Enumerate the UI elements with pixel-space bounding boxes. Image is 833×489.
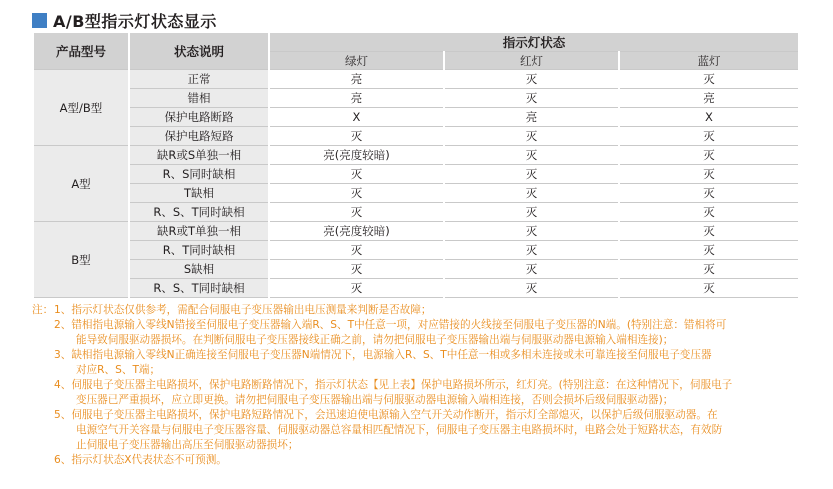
table-row bbox=[33, 222, 798, 241]
table-row bbox=[33, 70, 798, 89]
green-light-cell: X bbox=[269, 108, 444, 127]
note-spacer bbox=[32, 408, 54, 423]
green-light-cell: 灭 bbox=[269, 184, 444, 203]
note-text: 5、伺服电子变压器主电路损坏，保护电路短路情况下，会迅速迫使电源输入空气开关动作断开，指示灯全部熄灭，以保护后级伺服驱动器。在 bbox=[54, 409, 718, 421]
red-light-cell: 灭 bbox=[444, 260, 619, 279]
section-title-text: A/B型指示灯状态显示 bbox=[53, 11, 217, 31]
green-light-cell: 亮(亮度较暗) bbox=[269, 222, 444, 241]
blue-light-cell: 灭 bbox=[619, 279, 798, 298]
green-light-cell: 灭 bbox=[269, 203, 444, 222]
table-row bbox=[33, 184, 798, 203]
green-light-cell: 亮 bbox=[269, 89, 444, 108]
header-model: 产品型号 bbox=[33, 33, 129, 70]
red-light-cell: 灭 bbox=[444, 279, 619, 298]
table-row bbox=[33, 165, 798, 184]
note-spacer bbox=[32, 318, 54, 333]
table-row bbox=[33, 89, 798, 108]
red-light-cell: 灭 bbox=[444, 89, 619, 108]
blue-light-cell: 灭 bbox=[619, 222, 798, 241]
blue-light-cell: X bbox=[619, 108, 798, 127]
note-line bbox=[32, 453, 802, 468]
green-light-cell: 亮 bbox=[269, 70, 444, 89]
notes-lead: 注： bbox=[32, 304, 54, 316]
notes-section bbox=[32, 303, 802, 468]
note-spacer bbox=[32, 378, 54, 393]
note-line bbox=[32, 363, 802, 378]
status-description-cell: 正常 bbox=[129, 70, 269, 89]
note-text: 电源空气开关容量与伺服电子变压器容量、伺服驱动器总容量相匹配情况下，伺服电子变压器主电路损坏时，电路会处于短路状态，有效防 bbox=[76, 424, 723, 436]
status-description-cell: 错相 bbox=[129, 89, 269, 108]
blue-light-cell: 灭 bbox=[619, 203, 798, 222]
note-text: 对应R、S、T端； bbox=[76, 364, 161, 376]
red-light-cell: 灭 bbox=[444, 184, 619, 203]
note-text: 4、伺服电子变压器主电路损坏，保护电路断路情况下，指示灯状态【见上表】保护电路损坏所示，红灯亮。(特别注意：在这种情况下，伺服电子 bbox=[54, 379, 733, 391]
header-indicator-status: 指示灯状态 bbox=[269, 33, 798, 52]
note-line bbox=[32, 393, 802, 408]
red-light-cell: 灭 bbox=[444, 165, 619, 184]
note-text: 1、指示灯状态仅供参考，需配合伺服电子变压器输出电压测量来判断是否故障； bbox=[54, 304, 432, 316]
note-spacer bbox=[32, 393, 54, 408]
green-light-cell: 灭 bbox=[269, 260, 444, 279]
header-green-light: 绿灯 bbox=[269, 52, 444, 70]
note-spacer bbox=[32, 453, 54, 468]
model-cell: A型/B型 bbox=[33, 70, 129, 146]
green-light-cell: 灭 bbox=[269, 165, 444, 184]
status-description-cell: 保护电路短路 bbox=[129, 127, 269, 146]
note-text: 止伺服电子变压器输出高压至伺服驱动器损坏； bbox=[76, 439, 299, 451]
table-body bbox=[33, 70, 798, 298]
note-text: 3、缺相指电源输入零线N正确连接至伺服电子变压器N端情况下，电源输入R、S、T中任意一相或多相未连接或未可靠连接至伺服电子变压器 bbox=[54, 349, 712, 361]
red-light-cell: 灭 bbox=[444, 127, 619, 146]
status-description-cell: R、T同时缺相 bbox=[129, 241, 269, 260]
red-light-cell: 灭 bbox=[444, 146, 619, 165]
note-line bbox=[32, 423, 802, 438]
red-light-cell: 灭 bbox=[444, 222, 619, 241]
table-row bbox=[33, 241, 798, 260]
indicator-status-table bbox=[32, 33, 798, 298]
note-spacer bbox=[32, 363, 54, 378]
blue-light-cell: 灭 bbox=[619, 260, 798, 279]
red-light-cell: 灭 bbox=[444, 203, 619, 222]
note-text: 能导致伺服驱动器损坏。在判断伺服电子变压器接线正确之前，请勿把伺服电子变压器输出端与伺服驱动器电源输入端相连接)； bbox=[76, 334, 674, 346]
note-line bbox=[32, 408, 802, 423]
blue-light-cell: 灭 bbox=[619, 165, 798, 184]
note-text: 变压器已严重损坏，应立即更换。请勿把伺服电子变压器输出端与伺服驱动器电源输入端相连接，否则会损坏后级伺服驱动器)； bbox=[76, 394, 674, 406]
note-spacer bbox=[32, 438, 54, 453]
red-light-cell: 亮 bbox=[444, 108, 619, 127]
note-text: 2、错相指电源输入零线N错接至伺服电子变压器输入端R、S、T中任意一项，对应错接的火线接至伺服电子变压器的N端。(特别注意：错相将可 bbox=[54, 319, 727, 331]
blue-light-cell: 灭 bbox=[619, 146, 798, 165]
title-marker-icon bbox=[32, 13, 47, 28]
blue-light-cell: 灭 bbox=[619, 241, 798, 260]
note-spacer bbox=[32, 348, 54, 363]
green-light-cell: 亮(亮度较暗) bbox=[269, 146, 444, 165]
status-description-cell: 保护电路断路 bbox=[129, 108, 269, 127]
green-light-cell: 灭 bbox=[269, 127, 444, 146]
note-line bbox=[32, 333, 802, 348]
blue-light-cell: 灭 bbox=[619, 184, 798, 203]
table-row bbox=[33, 108, 798, 127]
status-description-cell: R、S同时缺相 bbox=[129, 165, 269, 184]
note-spacer bbox=[32, 423, 54, 438]
green-light-cell: 灭 bbox=[269, 279, 444, 298]
header-red-light: 红灯 bbox=[444, 52, 619, 70]
table-row bbox=[33, 203, 798, 222]
note-text: 6、指示灯状态X代表状态不可预测。 bbox=[54, 454, 227, 466]
table-row bbox=[33, 260, 798, 279]
table-row bbox=[33, 146, 798, 165]
blue-light-cell: 亮 bbox=[619, 89, 798, 108]
red-light-cell: 灭 bbox=[444, 70, 619, 89]
note-spacer bbox=[32, 333, 54, 348]
note-line bbox=[32, 318, 802, 333]
note-line bbox=[32, 438, 802, 453]
blue-light-cell: 灭 bbox=[619, 127, 798, 146]
status-description-cell: 缺R或S单独一相 bbox=[129, 146, 269, 165]
status-description-cell: R、S、T同时缺相 bbox=[129, 279, 269, 298]
header-description: 状态说明 bbox=[129, 33, 269, 70]
note-line bbox=[32, 303, 802, 318]
note-line bbox=[32, 348, 802, 363]
status-description-cell: R、S、T同时缺相 bbox=[129, 203, 269, 222]
note-line bbox=[32, 378, 802, 393]
blue-light-cell: 灭 bbox=[619, 70, 798, 89]
status-description-cell: 缺R或T单独一相 bbox=[129, 222, 269, 241]
model-cell: A型 bbox=[33, 146, 129, 222]
section-title bbox=[32, 8, 217, 32]
red-light-cell: 灭 bbox=[444, 241, 619, 260]
table-row bbox=[33, 279, 798, 298]
status-description-cell: S缺相 bbox=[129, 260, 269, 279]
table-row bbox=[33, 127, 798, 146]
status-description-cell: T缺相 bbox=[129, 184, 269, 203]
green-light-cell: 灭 bbox=[269, 241, 444, 260]
header-blue-light: 蓝灯 bbox=[619, 52, 798, 70]
model-cell: B型 bbox=[33, 222, 129, 298]
